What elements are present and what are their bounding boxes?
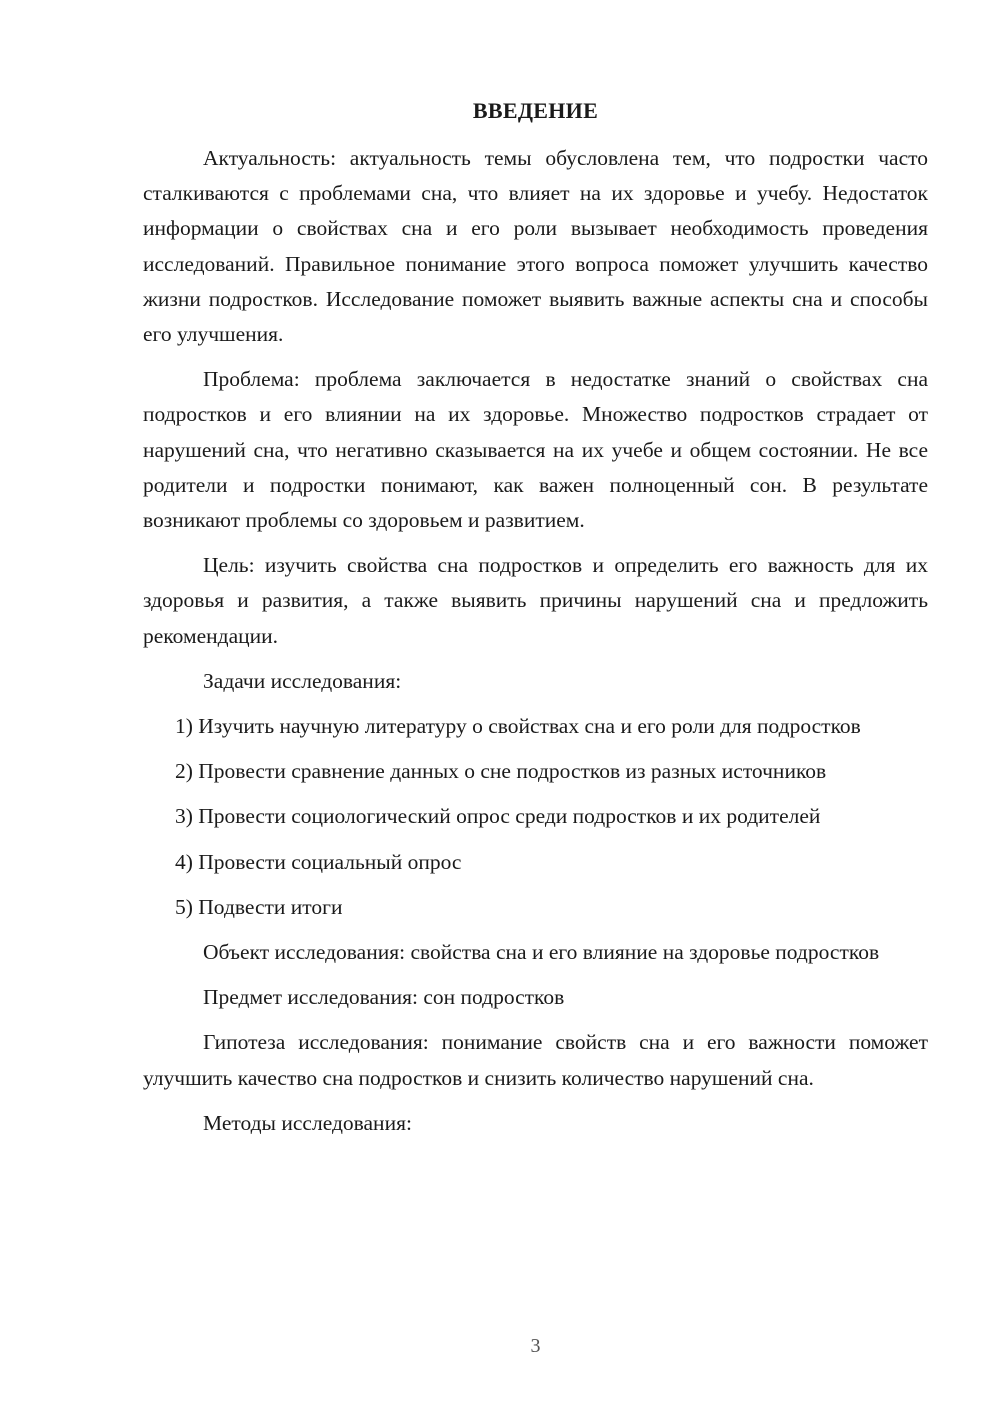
paragraph-object: Объект исследования: свойства сна и его влияние на здоровье подростков (203, 940, 880, 965)
paragraph-hypothesis: Гипотеза исследования: понимание свойств сна и его важности поможет улучшить качество сна подростков и снизить количество нарушений сна. (143, 1030, 928, 1090)
paragraph-relevance: Актуальность: актуальность темы обусловлена тем, что подростки часто сталкиваются с проблемами сна, что влияет на их здоровье и учебу. Недостаток информации о свойствах сна и его роли вызывает необходимость проведения исследований. Правильное понимание этого вопроса поможет улучшить качество жизни подростков. Исследование поможет выявить важные аспекты сна и способы его улучшения. (143, 146, 928, 347)
section-heading: ВВЕДЕНИЕ (472, 98, 599, 123)
paragraph-problem: Проблема: проблема заключается в недостатке знаний о свойствах сна подростков и его влиянии на их здоровье. Множество подростков страдает от нарушений сна, что негативно сказывается на их учебе и общем состоянии. Не все родители и подростки понимают, как важен полноценный сон. В результате возникают проблемы со здоровьем и развитием. (143, 367, 928, 533)
tasks-title: Задачи исследования: (203, 668, 402, 693)
body-text (143, 141, 928, 1151)
task-item: 3) Провести социологический опрос среди подростков и их родителей (175, 804, 821, 829)
task-item: 2) Провести сравнение данных о сне подростков из разных источников (175, 759, 827, 784)
paragraph-subject: Предмет исследования: сон подростков (203, 985, 565, 1010)
task-item: 5) Подвести итоги (175, 894, 343, 919)
document-page (143, 0, 928, 1414)
task-item: 1) Изучить научную литературу о свойствах сна и его роли для подростков (175, 714, 861, 739)
methods-title: Методы исследования: (203, 1110, 412, 1135)
task-item: 4) Провести социальный опрос (175, 849, 462, 874)
paragraph-goal: Цель: изучить свойства сна подростков и определить его важность для их здоровья и развития, а также выявить причины нарушений сна и предложить рекомендации. (143, 553, 928, 648)
page-number: 3 (530, 1335, 541, 1357)
